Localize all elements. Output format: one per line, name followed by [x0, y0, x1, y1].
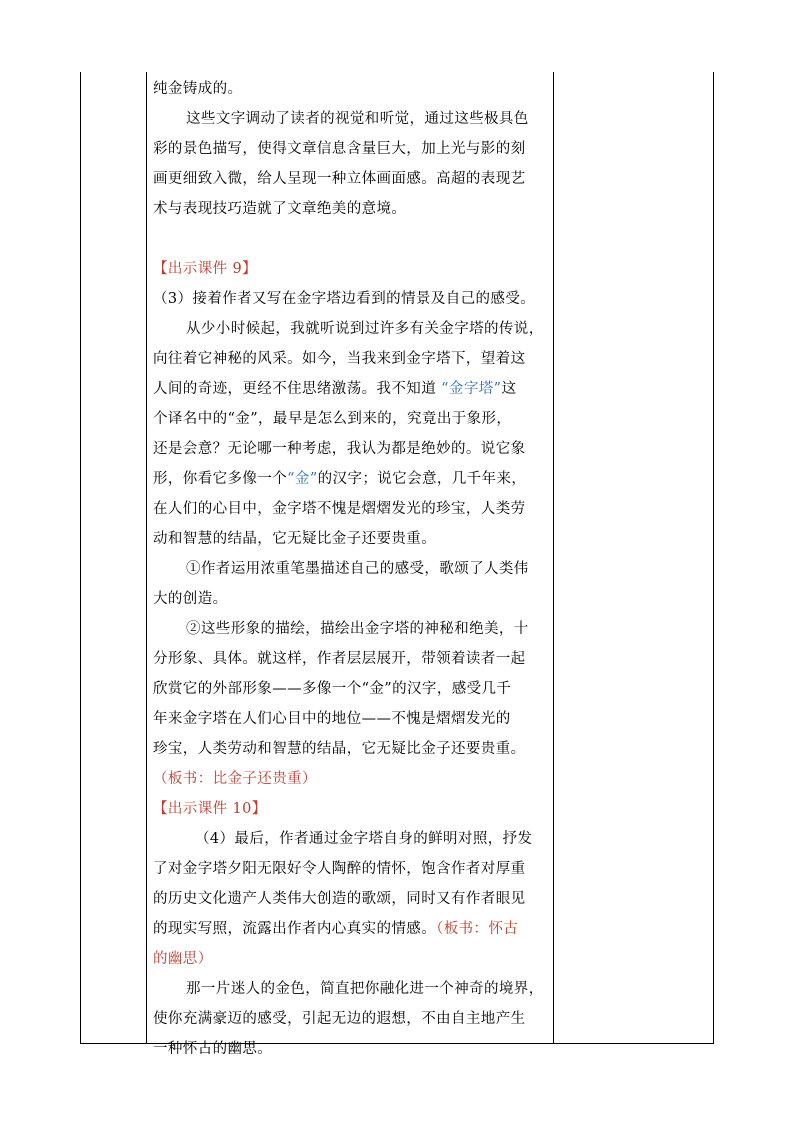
text-span: 形，你看它多像一个	[153, 471, 288, 487]
lesson-content-cell	[153, 74, 553, 1064]
text-line: 欣赏它的外部形象——多像一个“金”的汉字，感受几千	[153, 681, 512, 697]
board-note: 的幽思）	[153, 951, 213, 967]
quote-line: 在人们的心目中，金字塔不愧是熠熠发光的珍宝，人类劳	[153, 501, 526, 517]
table-column-divider-left	[146, 72, 147, 1044]
quote-line	[153, 374, 553, 404]
highlight-term: “金”	[287, 471, 318, 487]
quote-line: 向往着它神秘的风采。如今，当我来到金字塔下，望着这	[153, 351, 526, 367]
quote-line: 使你充满豪迈的感受，引起无边的遐想，不由自主地产生	[153, 1011, 526, 1027]
text-line: 彩的景色描写，使得文章信息含量巨大，加上光与影的刻	[153, 141, 526, 157]
text-line: 画更细致入微，给人呈现一种立体画面感。高超的表现艺	[153, 171, 526, 187]
spacer	[153, 224, 553, 254]
text-line: ①作者运用浓重笔墨描述自己的感受，歌颂了人类伟	[186, 561, 529, 577]
text-line: 珍宝，人类劳动和智慧的结晶，它无疑比金子还要贵重。	[153, 741, 526, 757]
quote-line: 那一片迷人的金色，简直把你融化进一个神奇的境界，	[186, 981, 544, 997]
text-line: 年来金字塔在人们心目中的地位——不愧是熠熠发光的	[153, 711, 511, 727]
text-span: 这	[501, 381, 517, 397]
quote-line: 还是会意？无论哪一种考虑，我认为都是绝妙的。说它象	[153, 441, 526, 457]
quote-line	[153, 464, 553, 494]
text-line: （4）最后，作者通过金字塔自身的鲜明对照，抒发	[195, 831, 533, 847]
text-line: 术与表现技巧造就了文章绝美的意境。	[153, 201, 407, 217]
courseware-label: 【出示课件 9】	[153, 261, 258, 277]
highlight-term: “金字塔”	[441, 381, 502, 397]
quote-line: 一种怀古的幽思。	[153, 1041, 273, 1057]
board-note: （板书：怀古	[436, 921, 519, 937]
table-column-divider-right	[553, 72, 554, 1044]
text-line: 纯金铸成的。	[153, 81, 243, 97]
text-span: 的汉字；说它会意，几千年来，	[317, 471, 527, 487]
text-span: 人间的奇迹，更经不住思绪激荡。我不知道	[153, 381, 442, 397]
text-line	[153, 914, 553, 944]
text-line: 了对金字塔夕阳无限好令人陶醉的情怀，饱含作者对厚重	[153, 861, 526, 877]
quote-line: 动和智慧的结晶，它无疑比金子还要贵重。	[153, 531, 437, 547]
text-line: 的历史文化遗产人类伟大创造的歌颂，同时又有作者眼见	[153, 891, 526, 907]
text-line: ②这些形象的描绘，描绘出金字塔的神秘和绝美，十	[186, 621, 529, 637]
board-note: （板书：比金子还贵重）	[153, 771, 317, 787]
text-line: 大的创造。	[153, 591, 228, 607]
quote-line: 个译名中的“金”，最早是怎么到来的，究竟出于象形，	[153, 411, 512, 427]
text-line: 这些文字调动了读者的视觉和听觉，通过这些极具色	[186, 111, 529, 127]
courseware-label: 【出示课件 10】	[153, 801, 267, 817]
text-span: 的现实写照，流露出作者内心真实的情感。	[153, 921, 437, 937]
text-line: （3）接着作者又写在金字塔边看到的情景及自己的感受。	[153, 291, 536, 307]
text-line: 分形象、具体。就这样，作者层层展开，带领着读者一起	[153, 651, 526, 667]
quote-line: 从少小时候起，我就听说到过许多有关金字塔的传说，	[186, 321, 544, 337]
